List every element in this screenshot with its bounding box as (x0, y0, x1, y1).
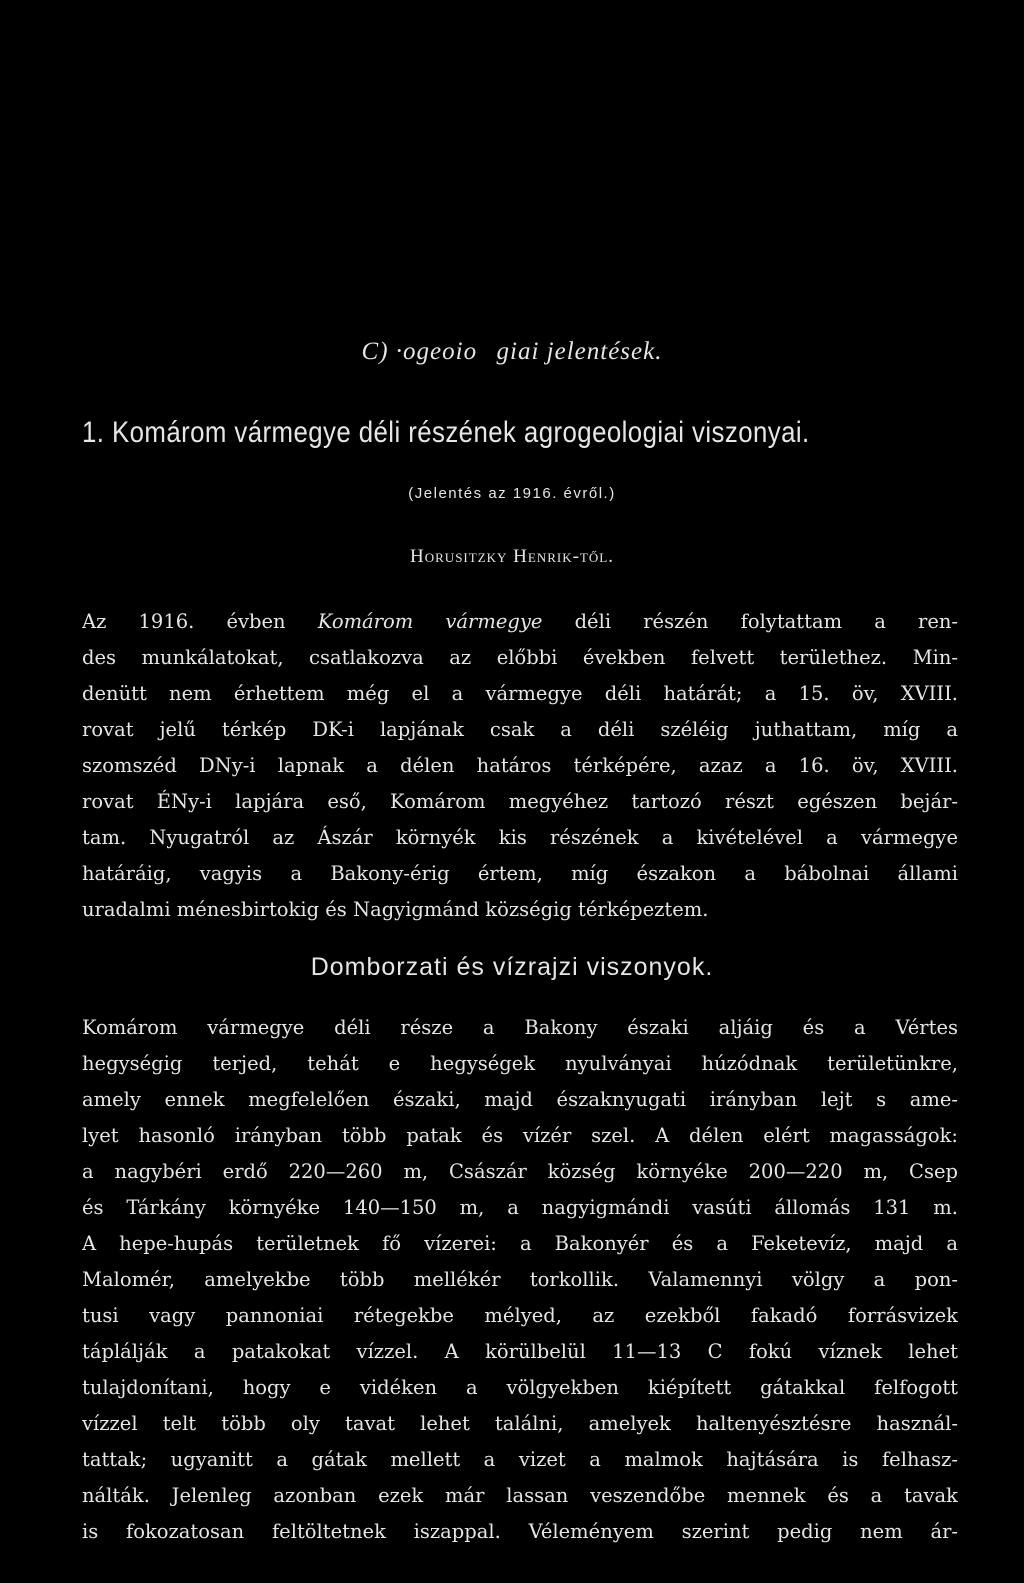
paragraph-line: lyet hasonló irányban több patak és vízér szel. A délen elért magasságok: (82, 1124, 958, 1147)
paragraph-line: vízzel telt több oly tavat lehet találni, amelyek haltenyésztésre használ- (82, 1412, 958, 1435)
paragraph-line: denütt nem érhettem még el a vármegye déli határát; a 15. öv, XVIII. (82, 682, 958, 705)
author-line: Horusitzky Henrik-től. (410, 546, 614, 567)
paragraph-line: uradalmi ménesbirtokig és Nagyigmánd községig térképeztem. (82, 898, 709, 921)
paragraph-line: rovat jelű térkép DK-i lapjának csak a déli széléig juthattam, míg a (82, 718, 958, 741)
paragraph-line: és Tárkány környéke 140—150 m, a nagyigmándi vasúti állomás 131 m. (82, 1196, 958, 1219)
paragraph-intro (82, 604, 958, 928)
article-title: 1. Komárom vármegye déli részének agrogeologiai viszonyai. (82, 416, 810, 449)
paragraph-line: táplálják a patakokat vízzel. A körülbelül 11—13 C fokú víznek lehet (82, 1340, 958, 1363)
paragraph-line: rovat ÉNy-i lapjára eső, Komárom megyéhez tartozó részt egészen bejár- (82, 790, 958, 813)
report-note: (Jelentés az 1916. évről.) (408, 485, 616, 502)
paragraph-line (82, 604, 958, 640)
paragraph-line: nálták. Jelenleg azonban ezek már lassan veszendőbe mennek és a tavak (82, 1484, 958, 1507)
paragraph-line: tam. Nyugatról az Ászár környék kis részének a kivételével a vármegye (82, 826, 958, 849)
text-span: Az 1916. évben (82, 610, 318, 633)
paragraph-line: tattak; ugyanitt a gátak mellett a vizet a malmok hajtására is felhasz- (82, 1448, 958, 1471)
paragraph-line: tulajdonítani, hogy e vidéken a völgyekben kiépített gátakkal felfogott (82, 1376, 958, 1399)
paragraph-line: Komárom vármegye déli része a Bakony északi aljáig és a Vértes (82, 1016, 958, 1039)
paragraph-relief (82, 1010, 958, 1550)
paragraph-line: hegységig terjed, tehát e hegységek nyulványai húzódnak területünkre, (82, 1052, 958, 1075)
paragraph-line: A hepe-hupás területnek fő vízerei: a Bakonyér és a Feketevíz, majd a (82, 1232, 958, 1255)
italic-region-name: Komárom vármegye (317, 610, 543, 633)
text-span: déli részén folytattam a ren- (542, 610, 958, 633)
paragraph-line: a nagybéri erdő 220—260 m, Császár község környéke 200—220 m, Csep (82, 1160, 958, 1183)
paragraph-line: szomszéd DNy-i lapnak a délen határos térképére, azaz a 16. öv, XVIII. (82, 754, 958, 777)
paragraph-line: amely ennek megfelelően északi, majd északnyugati irányban lejt s ame- (82, 1088, 958, 1111)
paragraph-line: határáig, vagyis a Bakony-érig értem, míg északon a bábolnai állami (82, 862, 958, 885)
section-header: C) ·ogeoioٍgiai jelentések. (361, 338, 663, 365)
paragraph-line: tusi vagy pannoniai rétegekbe mélyed, az ezekből fakadó forrásvizek (82, 1304, 958, 1327)
paragraph-line: Malomér, amelyekbe több mellékér torkollik. Valamennyi völgy a pon- (82, 1268, 958, 1291)
subheading: Domborzati és vízrajzi viszonyok. (310, 953, 714, 981)
paragraph-line: is fokozatosan feltöltetnek iszappal. Véleményem szerint pedig nem ár- (82, 1520, 958, 1543)
paragraph-line: des munkálatokat, csatlakozva az előbbi években felvett területhez. Min- (82, 646, 958, 669)
